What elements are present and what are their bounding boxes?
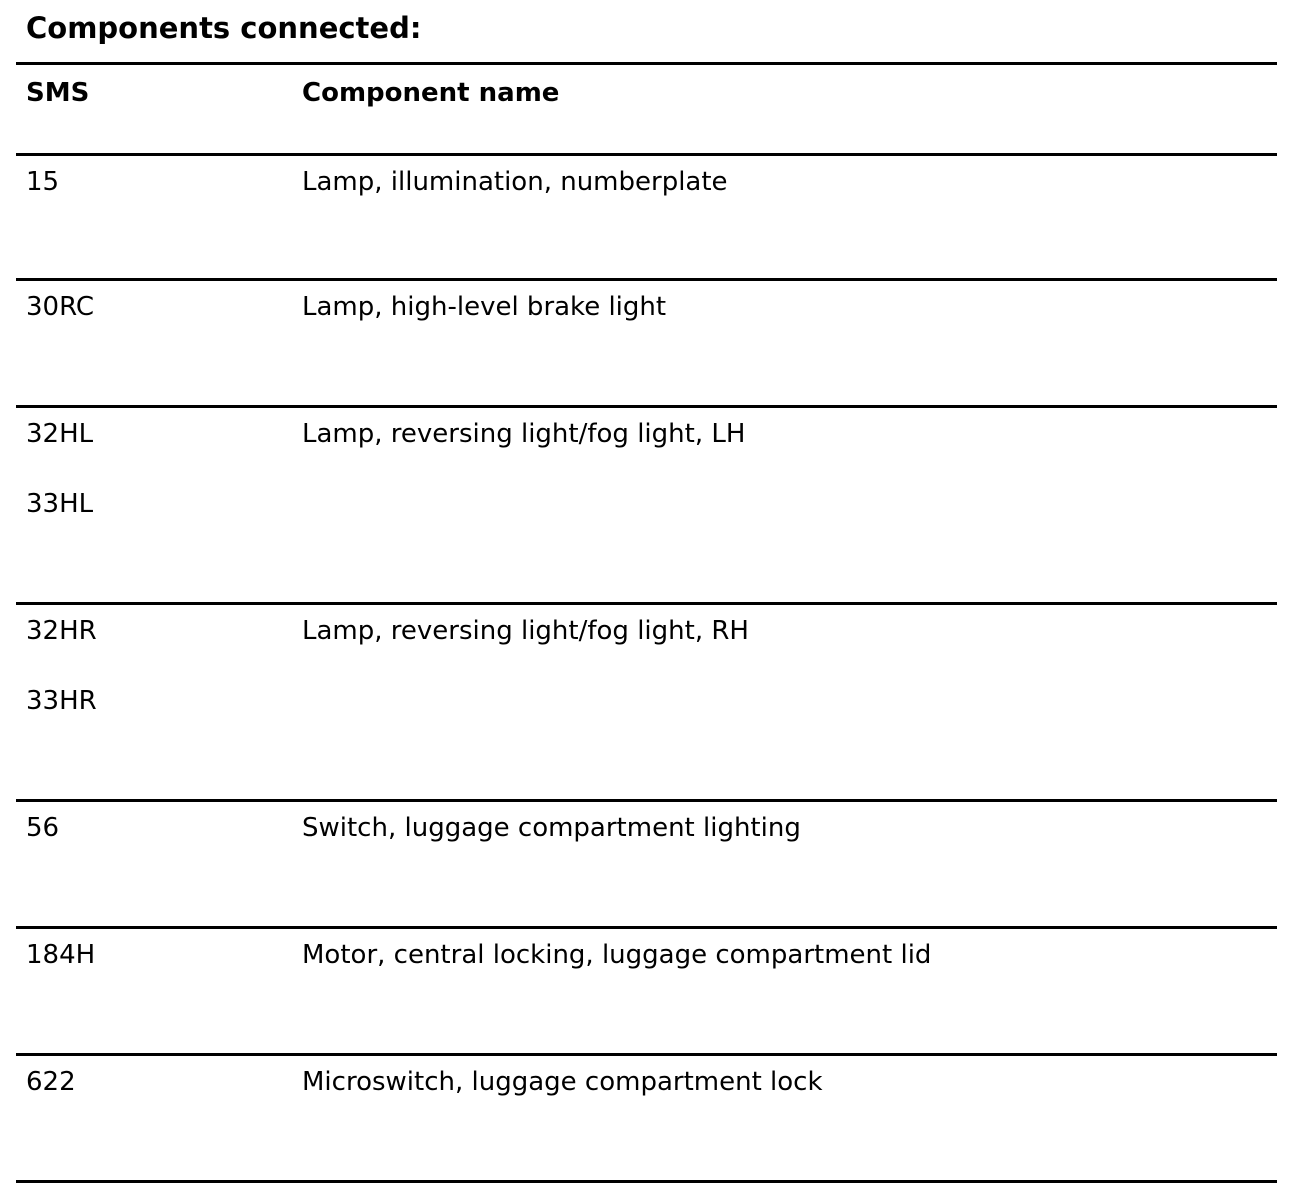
component-name: Lamp, high-level brake light (302, 292, 667, 322)
component-name: Motor, central locking, luggage compartment lid (302, 940, 932, 970)
sms-code: 30RC (26, 292, 95, 322)
table-row (16, 929, 1277, 1053)
cell-component (302, 613, 1272, 649)
component-name: Switch, luggage compartment lighting (302, 813, 801, 843)
table-row (16, 156, 1277, 278)
cell-component (302, 416, 1272, 452)
sms-code: 33HR (26, 686, 97, 716)
component-name: Lamp, reversing light/fog light, RH (302, 616, 749, 646)
table-header-row (16, 65, 1277, 153)
cell-sms (26, 289, 286, 325)
component-name: Lamp, illumination, numberplate (302, 167, 728, 197)
cell-sms (26, 810, 286, 846)
cell-sms (26, 416, 286, 522)
sms-code: 56 (26, 813, 60, 843)
components-table (16, 62, 1277, 1183)
component-name: Lamp, reversing light/fog light, LH (302, 419, 746, 449)
table-row (16, 1056, 1277, 1180)
cell-component (302, 289, 1272, 325)
table-row (16, 605, 1277, 799)
cell-component (302, 810, 1272, 846)
cell-sms (26, 937, 286, 973)
table-bottom-rule (16, 1180, 1277, 1183)
header-label-component: Component name (302, 78, 560, 108)
cell-component (302, 164, 1272, 200)
table-row (16, 281, 1277, 405)
page-title: Components connected: (26, 11, 422, 45)
header-cell-sms (26, 75, 286, 111)
table-row (16, 802, 1277, 926)
cell-sms (26, 1064, 286, 1100)
cell-component (302, 1064, 1272, 1100)
sms-code: 622 (26, 1067, 76, 1097)
cell-sms (26, 164, 286, 200)
sms-code: 32HR (26, 616, 97, 646)
cell-sms (26, 613, 286, 719)
sms-code: 184H (26, 940, 96, 970)
header-cell-component (302, 75, 1272, 111)
component-name: Microswitch, luggage compartment lock (302, 1067, 823, 1097)
sms-code: 15 (26, 167, 60, 197)
table-row (16, 408, 1277, 602)
header-label-sms: SMS (26, 78, 90, 108)
sms-code: 33HL (26, 489, 94, 519)
cell-component (302, 937, 1272, 973)
sms-code: 32HL (26, 419, 94, 449)
